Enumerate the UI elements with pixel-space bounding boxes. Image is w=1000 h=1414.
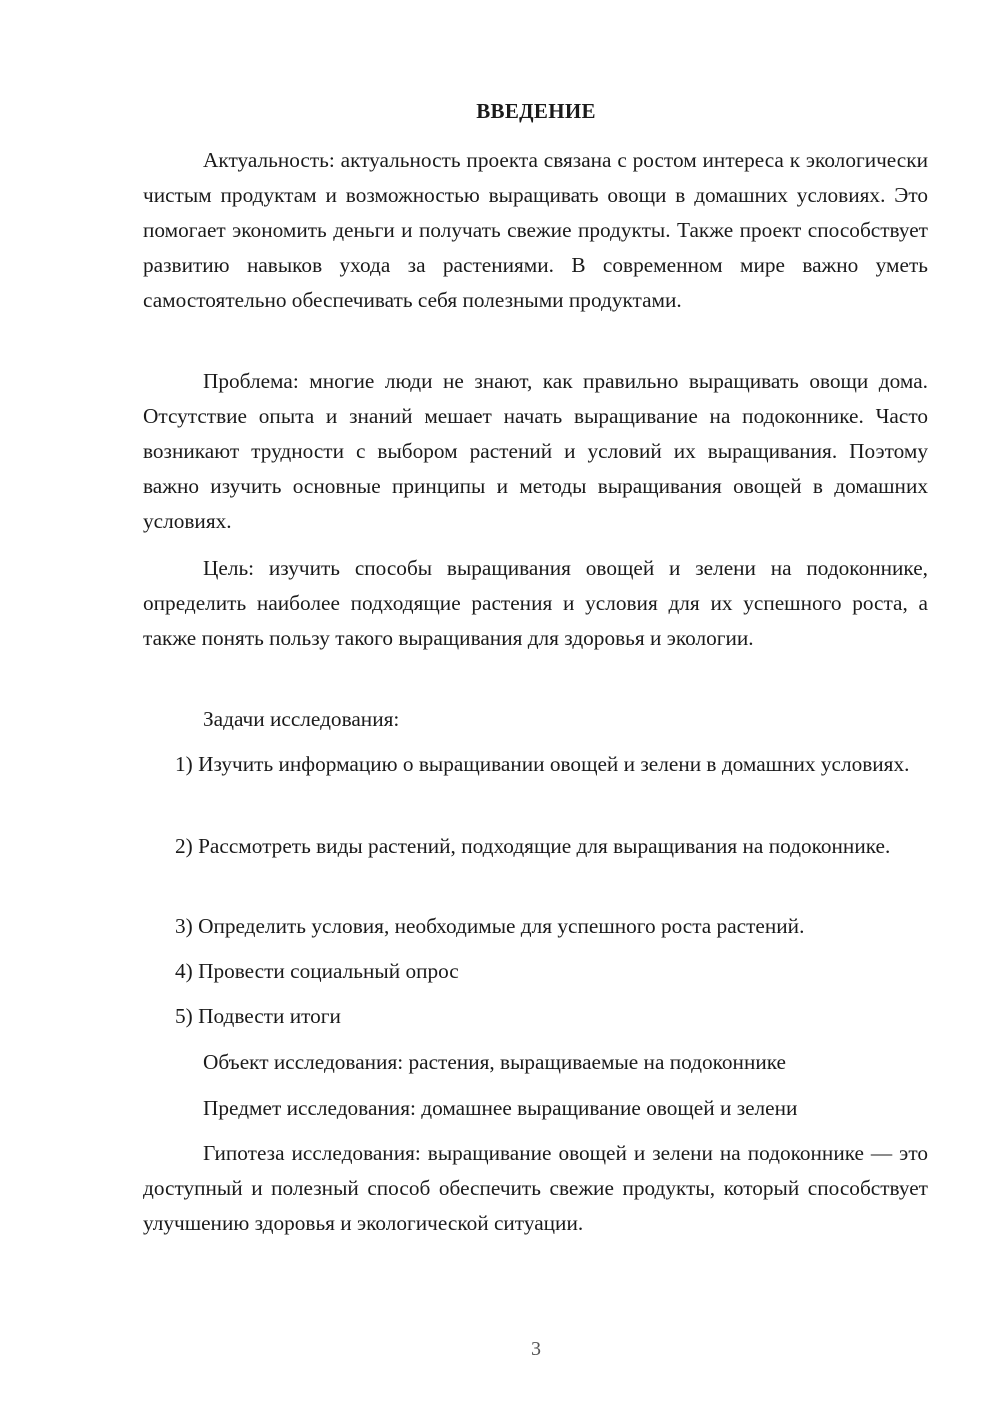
task-item-4: 4) Провести социальный опрос <box>175 959 459 983</box>
tasks-heading: Задачи исследования: <box>203 707 400 731</box>
goal-paragraph: Цель: изучить способы выращивания овощей и зелени на подоконнике, определить наиболее подходящие растения и условия для их успешного роста, а также понять пользу такого выращивания для здоровья и экологии. <box>143 556 928 650</box>
task-item-3: 3) Определить условия, необходимые для успешного роста растений. <box>175 914 805 938</box>
task-item-2: 2) Рассмотреть виды растений, подходящие для выращивания на подоконнике. <box>175 834 891 858</box>
relevance-paragraph: Актуальность: актуальность проекта связана с ростом интереса к экологически чистым продуктам и возможностью выращивать овощи в домашних условиях. Это помогает экономить деньги и получать свежие продукты. Также проект способствует развитию навыков ухода за растениями. В современном мире важно уметь самостоятельно обеспечивать себя полезными продуктами. <box>143 148 928 312</box>
subject-paragraph: Предмет исследования: домашнее выращивание овощей и зелени <box>203 1096 798 1120</box>
problem-paragraph: Проблема: многие люди не знают, как правильно выращивать овощи дома. Отсутствие опыта и знаний мешает начать выращивание на подоконнике. Часто возникают трудности с выбором растений и условий их выращивания. Поэтому важно изучить основные принципы и методы выращивания овощей в домашних условиях. <box>143 369 928 533</box>
task-item-1: 1) Изучить информацию о выращивании овощей и зелени в домашних условиях. <box>175 752 910 776</box>
page-number: 3 <box>531 1338 541 1360</box>
task-item-5: 5) Подвести итоги <box>175 1004 341 1028</box>
hypothesis-paragraph: Гипотеза исследования: выращивание овощей и зелени на подоконнике — это доступный и полезный способ обеспечить свежие продукты, который способствует улучшению здоровья и экологической ситуации. <box>143 1141 928 1235</box>
object-paragraph: Объект исследования: растения, выращиваемые на подоконнике <box>203 1050 787 1074</box>
page-title: ВВЕДЕНИЕ <box>476 99 596 123</box>
